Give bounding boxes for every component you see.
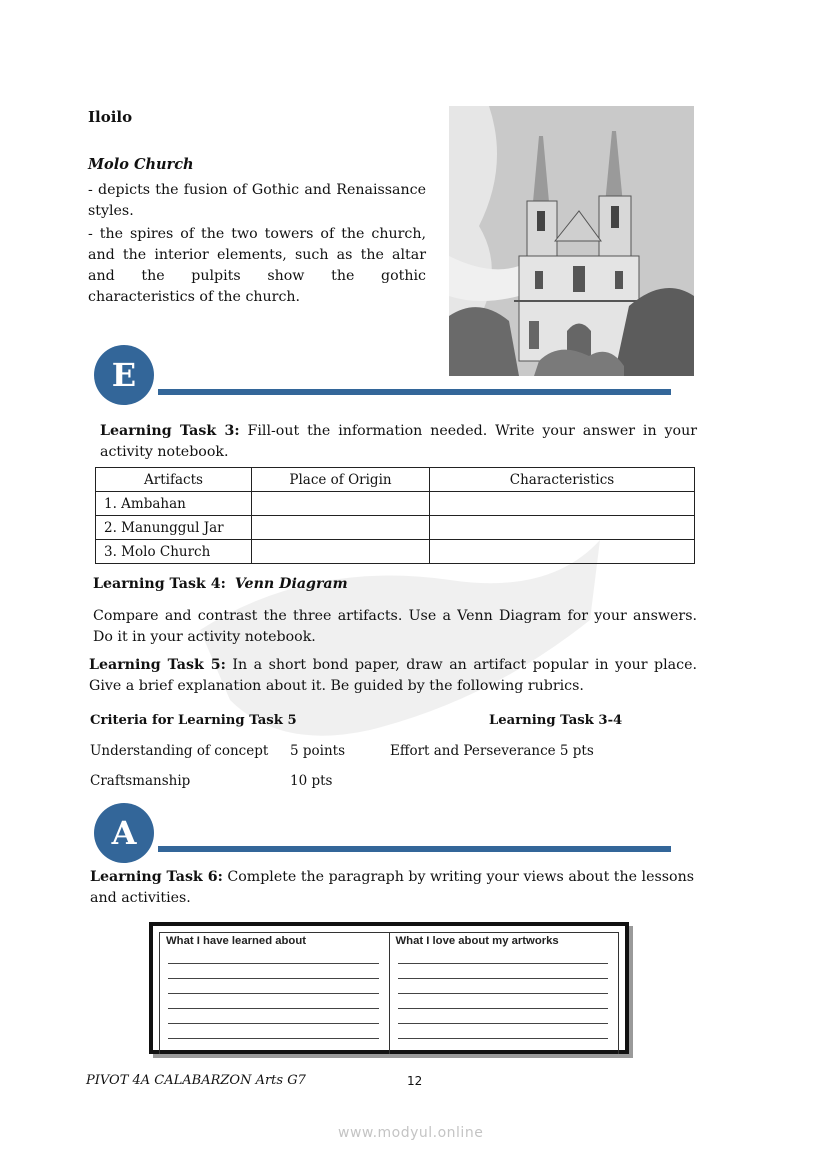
church-illustration [449,106,694,376]
origin-cell [252,516,430,540]
learning-task-6 [90,867,694,909]
task-instructions: In a short bond paper, draw an artifact popular in your place. Give a brief explanation about it. Be guided by the following rubrics. [89,657,697,694]
writing-line[interactable] [168,1038,379,1039]
reflection-column-love [389,933,619,1054]
page-number: 12 [407,1074,423,1088]
learning-task-5 [89,655,697,697]
origin-cell [252,492,430,516]
learning-task-3 [100,421,697,463]
artifacts-table [95,467,695,564]
task-instructions: Fill-out the information needed. Write your answer in your activity notebook. [100,423,697,460]
origin-cell [252,540,430,564]
writing-line[interactable] [168,963,379,964]
writing-line[interactable] [398,1008,609,1009]
reflection-box [149,922,629,1054]
artifact-cell: 3. Molo Church [96,540,252,564]
section-divider [158,389,671,395]
section-a-badge: A [94,803,154,863]
site-watermark: www.modyul.online [338,1125,484,1141]
artifact-cell: 1. Ambahan [96,492,252,516]
column-header-artifacts: Artifacts [96,468,252,492]
column-header-place-of-origin: Place of Origin [252,468,430,492]
writing-line[interactable] [398,963,609,964]
writing-line[interactable] [168,1023,379,1024]
writing-line[interactable] [168,993,379,994]
table-row [96,540,695,564]
table-row [96,516,695,540]
characteristics-cell [430,492,695,516]
section-e-badge: E [94,345,154,405]
region-heading: Iloilo [88,108,133,126]
characteristics-cell [430,540,695,564]
reflection-column-learned [160,933,389,1054]
criteria-heading: Criteria for Learning Task 5 [90,713,297,728]
task-label: Learning Task 6: [90,869,223,885]
learning-task-4-heading [93,576,348,592]
table-header-row [96,468,695,492]
rubric-points: 5 points [290,743,346,759]
task-subtitle: Venn Diagram [234,576,348,592]
characteristics-cell [430,516,695,540]
writing-line[interactable] [398,978,609,979]
artifact-cell: 2. Manunggul Jar [96,516,252,540]
column-header-characteristics: Characteristics [430,468,695,492]
description-point: - the spires of the two towers of the church, and the interior elements, such as the altar and the pulpits show the gothic characteristics of the church. [88,226,426,305]
writing-line[interactable] [398,1023,609,1024]
learning-task-4-instructions: Compare and contrast the three artifacts. Use a Venn Diagram for your answers. Do it in your activity notebook. [93,608,697,645]
writing-line[interactable] [168,1008,379,1009]
rubric-label: Craftsmanship [90,773,191,789]
task-label: Learning Task 3: [100,423,240,439]
description-point: - depicts the fusion of Gothic and Renaissance styles. [88,182,426,219]
task-3-4-heading: Learning Task 3-4 [489,713,623,728]
footer-title: PIVOT 4A CALABARZON Arts G7 [86,1073,306,1088]
artifact-title: Molo Church [88,156,194,173]
task-label: Learning Task 5: [89,657,226,673]
table-row [96,492,695,516]
writing-line[interactable] [168,978,379,979]
task-instructions: Complete the paragraph by writing your views about the lessons and activities. [90,869,694,906]
rubric-points: 10 pts [290,773,333,789]
rubric-task-3-4-item: Effort and Perseverance 5 pts [390,743,594,759]
reflection-heading: What I love about my artworks [395,935,559,947]
rubric-label: Understanding of concept [90,743,269,759]
writing-line[interactable] [398,993,609,994]
task-label: Learning Task 4: [93,576,226,592]
reflection-heading: What I have learned about [166,935,306,947]
artifact-description [88,180,426,310]
writing-line[interactable] [398,1038,609,1039]
section-divider [158,846,671,852]
molo-church-image [449,106,694,376]
